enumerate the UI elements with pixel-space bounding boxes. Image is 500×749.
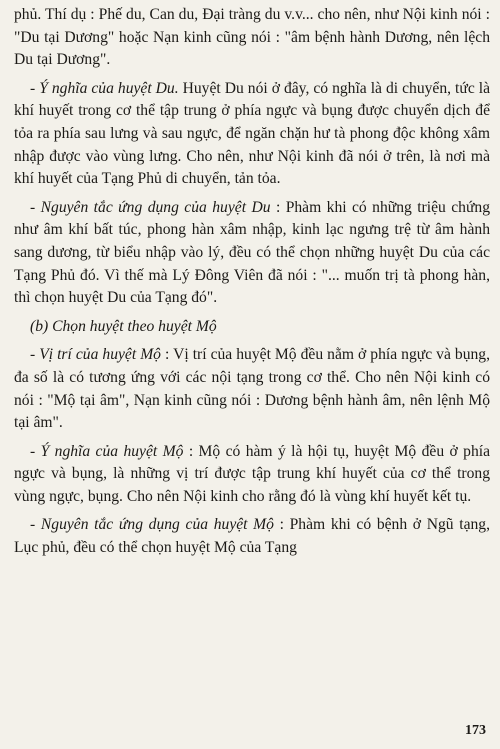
paragraph-text: phủ. Thí dụ : Phế du, Can du, Đại tràng du v.v... cho nên, như Nội kinh nói : "Du tại Dương" hoặc Nạn kinh cũng nói : "âm bệnh hành Dương, nên lệch Du tại Dương". [14, 6, 490, 69]
paragraph-mo-meaning [14, 441, 490, 509]
paragraph-mo-location [14, 344, 490, 434]
section-heading-mo [14, 316, 490, 339]
paragraph-du-meaning [14, 78, 490, 191]
paragraph-lead: - Vị trí của huyệt Mộ [30, 346, 161, 364]
paragraph-du-continuation [14, 4, 490, 72]
paragraph-du-application [14, 197, 490, 310]
paragraph-text: : Phàm khi có những triệu chứng như âm khí bất túc, phong hàn xâm nhập, kinh lạc ngưng trệ từ âm hành sang dương, từ biểu nhập vào lý, đều có thể chọn những huyệt Du của các Tạng Phủ đó. Vì thế mà Lý Đông Viên đã nói : "... muốn trị tà phong hàn, thì chọn huyệt Du của Tạng đó". [14, 198, 490, 307]
paragraph-text: : Vị trí của huyệt Mộ đều nằm ở phía ngực và bụng, đa số là có tương ứng với các nội tạng trong cơ thể. Cho nên Nội kinh có nói : "Mộ tại âm", Nạn kinh cũng nói : Dương bệnh hành âm, nên lệnh Mộ tại âm". [14, 346, 490, 432]
section-heading-text: (b) Chọn huyệt theo huyệt Mộ [30, 317, 217, 335]
document-page [14, 4, 490, 745]
paragraph-lead: - Ý nghĩa của huyệt Mộ [30, 442, 184, 460]
paragraph-text: : Mộ có hàm ý là hội tụ, huyệt Mộ đều ở phía ngực và bụng, là những vị trí được tập trung khí huyết của cơ thể trong vùng ngực, bụng. Cho nên Nội kinh cho rằng đó là vùng khí huyết kết tụ. [14, 442, 490, 505]
paragraph-lead: - Nguyên tắc ứng dụng của huyệt Mộ [30, 516, 274, 534]
paragraph-text: : Phàm khi có bệnh ở Ngũ tạng, Lục phủ, đều có thể chọn huyệt Mộ của Tạng [14, 516, 490, 557]
paragraph-lead: - Ý nghĩa của huyệt Du. [30, 79, 179, 97]
paragraph-lead: - Nguyên tắc ứng dụng của huyệt Du [30, 198, 271, 216]
page-number: 173 [465, 723, 486, 738]
paragraph-text: Huyệt Du nói ở đây, có nghĩa là di chuyển, tức là khí huyết trong cơ thể tập trung ở phía ngực và bụng được chuyển dịch để tỏa ra phía sau lưng và sau ngực, để ngăn chặn hư tà phong độc không xâm nhập được vào vùng lưng. Cho nên, như Nội kinh đã nói ở trên, là nơi mà khí huyết của Tạng Phủ di chuyển, tản tỏa. [14, 79, 490, 188]
paragraph-mo-application [14, 514, 490, 559]
